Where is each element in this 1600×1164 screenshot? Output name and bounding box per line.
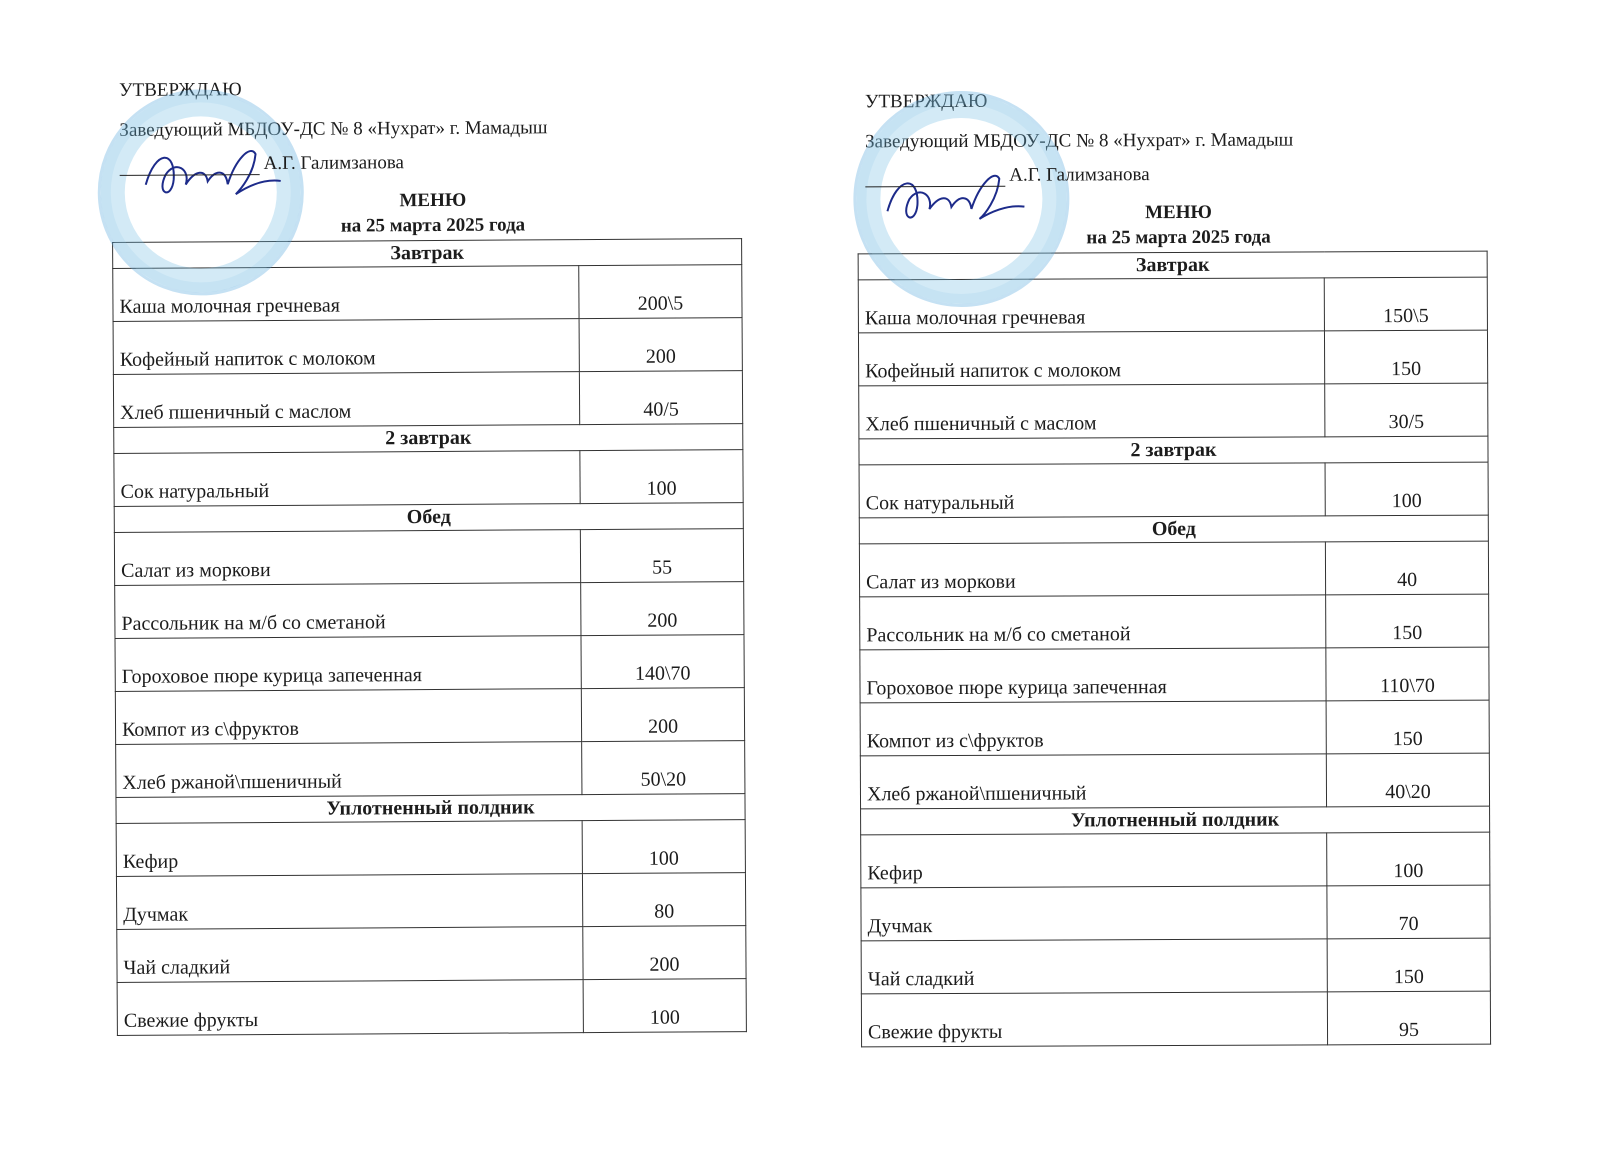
portion-quantity: 200 <box>579 318 742 372</box>
approval-heading: УТВЕРЖДАЮ <box>864 90 988 113</box>
approval-heading: УТВЕРЖДАЮ <box>119 79 242 101</box>
dish-name: Кофейный напиток с молоком <box>858 331 1324 386</box>
table-row <box>858 277 1487 333</box>
director-position: Заведующий МБДОУ-ДС № 8 «Нухрат» г. Мамадыш <box>119 117 548 141</box>
signature-line <box>865 163 1503 192</box>
section-title: Уплотненный полдник <box>116 794 745 824</box>
section-title: 2 завтрак <box>859 436 1488 465</box>
signer-name: А.Г. Галимзанова <box>1009 164 1150 186</box>
table-row <box>861 938 1490 994</box>
dish-name: Свежие фрукты <box>117 980 583 1036</box>
menu-document-left <box>107 76 763 1036</box>
table-row <box>860 753 1489 809</box>
dish-name: Хлеб ржаной\пшеничный <box>116 742 582 798</box>
signature-line <box>120 150 758 180</box>
portion-quantity: 40/5 <box>579 371 742 425</box>
section-title: Завтрак <box>113 239 742 269</box>
dish-name: Компот из с\фруктов <box>115 689 581 745</box>
table-row <box>859 383 1488 439</box>
portion-quantity: 70 <box>1327 885 1490 939</box>
signature-rule <box>865 166 1005 188</box>
portion-quantity: 200 <box>581 582 744 636</box>
portion-quantity: 30/5 <box>1325 383 1488 437</box>
section-header-row <box>114 424 743 454</box>
section-header-row <box>859 436 1488 465</box>
portion-quantity: 140\70 <box>581 635 744 689</box>
dish-name: Гороховое пюре курица запеченная <box>860 648 1326 703</box>
table-row <box>113 318 742 375</box>
table-row <box>116 873 745 930</box>
portion-quantity: 200 <box>581 688 744 742</box>
table-row <box>859 462 1488 518</box>
dish-name: Чай сладкий <box>117 927 583 983</box>
dish-name: Дучмак <box>116 874 582 930</box>
portion-quantity: 150\5 <box>1324 277 1487 331</box>
portion-quantity: 50\20 <box>582 741 745 795</box>
section-header-row <box>858 251 1487 280</box>
portion-quantity: 200\5 <box>579 265 742 319</box>
portion-quantity: 100 <box>583 979 746 1033</box>
dish-name: Салат из моркови <box>859 542 1325 597</box>
menu-table <box>858 251 1491 1048</box>
table-row <box>113 265 742 322</box>
portion-quantity: 80 <box>582 873 745 927</box>
table-row <box>114 450 743 507</box>
dish-name: Салат из моркови <box>114 530 580 586</box>
portion-quantity: 150 <box>1324 330 1487 384</box>
table-row <box>861 832 1490 888</box>
section-header-row <box>113 239 742 269</box>
table-row <box>116 741 745 798</box>
dish-name: Хлеб пшеничный с маслом <box>113 372 579 428</box>
signature-rule <box>120 154 260 176</box>
portion-quantity: 150 <box>1326 700 1489 754</box>
section-header-row <box>116 794 745 824</box>
dish-name: Свежие фрукты <box>861 992 1327 1047</box>
dish-name: Сок натуральный <box>114 451 580 507</box>
table-row <box>114 529 743 586</box>
portion-quantity: 100 <box>1327 832 1490 886</box>
dish-name: Дучмак <box>861 886 1327 941</box>
portion-quantity: 100 <box>580 450 743 504</box>
dish-name: Рассольник на м/б со сметаной <box>860 595 1326 650</box>
dish-name: Кефир <box>861 833 1327 888</box>
dish-name: Хлеб пшеничный с маслом <box>859 384 1325 439</box>
menu-document-right <box>853 89 1507 1048</box>
table-row <box>861 991 1490 1047</box>
dish-name: Каша молочная гречневая <box>113 266 579 322</box>
portion-quantity: 110\70 <box>1326 647 1489 701</box>
dish-name: Сок натуральный <box>859 463 1325 518</box>
section-header-row <box>861 806 1490 835</box>
menu-date: на 25 марта 2025 года <box>1086 226 1271 249</box>
menu-date: на 25 марта 2025 года <box>340 214 526 237</box>
dish-name: Рассольник на м/б со сметаной <box>115 583 581 639</box>
dish-name: Хлеб ржаной\пшеничный <box>860 754 1326 809</box>
portion-quantity: 200 <box>583 926 746 980</box>
table-row <box>861 885 1490 941</box>
table-row <box>115 688 744 745</box>
director-position: Заведующий МБДОУ-ДС № 8 «Нухрат» г. Мамадыш <box>865 129 1294 153</box>
portion-quantity: 150 <box>1327 938 1490 992</box>
dish-name: Каша молочная гречневая <box>858 278 1324 333</box>
section-header-row <box>114 503 743 533</box>
section-title: Завтрак <box>858 251 1487 280</box>
table-row <box>859 541 1488 597</box>
section-title: Уплотненный полдник <box>861 806 1490 835</box>
menu-title: МЕНЮ <box>1145 201 1212 224</box>
table-row <box>113 371 742 428</box>
table-row <box>858 330 1487 386</box>
portion-quantity: 95 <box>1327 991 1490 1045</box>
section-title: Обед <box>114 503 743 533</box>
section-header-row <box>859 515 1488 544</box>
portion-quantity: 100 <box>582 820 745 874</box>
signer-name: А.Г. Галимзанова <box>263 152 405 175</box>
portion-quantity: 40 <box>1325 541 1488 595</box>
table-row <box>117 979 746 1036</box>
portion-quantity: 100 <box>1325 462 1488 516</box>
table-row <box>860 594 1489 650</box>
dish-name: Кефир <box>116 821 582 877</box>
dish-name: Гороховое пюре курица запеченная <box>115 636 581 692</box>
table-row <box>860 700 1489 756</box>
menu-table <box>112 238 747 1036</box>
table-row <box>116 820 745 877</box>
table-row <box>115 635 744 692</box>
dish-name: Кофейный напиток с молоком <box>113 319 579 375</box>
portion-quantity: 150 <box>1326 594 1489 648</box>
menu-title: МЕНЮ <box>399 189 467 212</box>
dish-name: Компот из с\фруктов <box>860 701 1326 756</box>
table-row <box>115 582 744 639</box>
portion-quantity: 55 <box>580 529 743 583</box>
section-title: 2 завтрак <box>114 424 743 454</box>
section-title: Обед <box>859 515 1488 544</box>
table-row <box>860 647 1489 703</box>
table-row <box>117 926 746 983</box>
dish-name: Чай сладкий <box>861 939 1327 994</box>
portion-quantity: 40\20 <box>1326 753 1489 807</box>
